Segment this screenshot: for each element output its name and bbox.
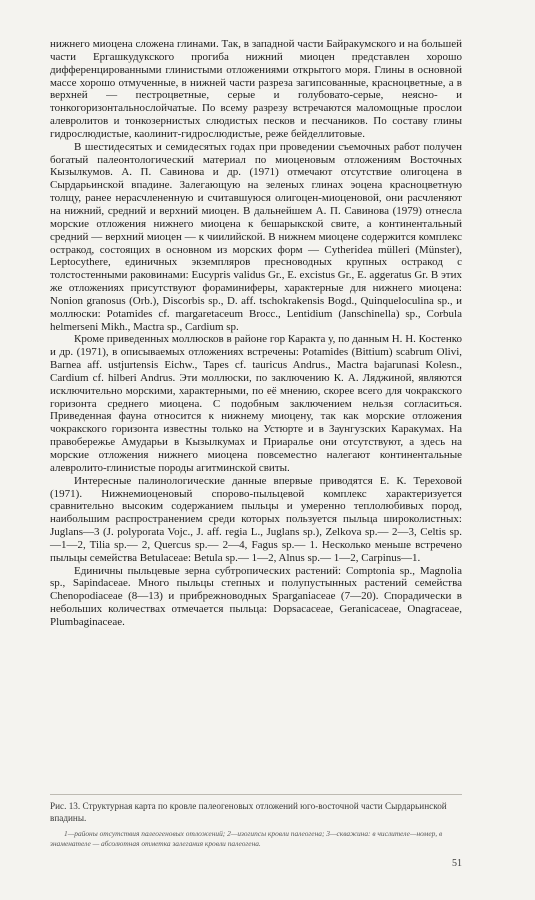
figure-caption: Рис. 13. Структурная карта по кровле палеогеновых отложений юго-восточной части Сырдарьинской впадины. <box>50 801 447 823</box>
caption-divider <box>50 794 462 795</box>
page-number: 51 <box>452 858 462 869</box>
figure-legend: 1—районы отсутствия палеогеновых отложений; 2—изогипсы кровли палеогена; 3—скважина: в числителе—номер, в знаменателе — абсолютная отметка залегания кровли палеогена. <box>50 829 443 848</box>
paragraph-5: Единичны пыльцевые зерна субтропических растений: Comptonia sp., Magnolia sp., Sapindaceae. Много пыльцы степных и полупустынных растений семейства Chenopodiaceae (8—13) и прибрежноводных Sparganiaceae (7—20). Спорадически в небольших количествах отмечается пыльца: Dopsacaceae, Geranicaceae, Onagraceae, Plumbaginaceae. <box>50 564 462 628</box>
body-text <box>50 38 462 629</box>
paragraph-1: нижнего миоцена сложена глинами. Так, в западной части Байракумского и на большей части Ергашкудукского прогиба нижний миоцен представлен хорошо дифференцированными глинистыми отложениями открытого моря. Глины в основной массе хорошо отмученные, в нижней части разреза загипсованные, красноцветные, а в верхней — пестроцветные, серые и голубовато-серые, неясно- и тонкогоризонтальнослойчатые. По всему разрезу встречаются маломощные прослои алевролитов и тонкозернистых слюдистых песков и песчаников. По составу глины гидрослюдистые, каолинит-гидрослюдистые, реже бейделлитовые. <box>50 38 462 140</box>
paragraph-2: В шестидесятых и семидесятых годах при проведении съемочных работ получен богатый палеонтологический материал по миоценовым отложениям Восточных Кызылкумов. А. П. Савинова и др. (1971) отмечают отсутствие олигоцена в Сырдарьинской впадине. Залегающую на зеленых глинах эоцена красноцветную толщу, ранее нерасчлененную и считавшуюся олигоцен-миоценовой, они расчленяют на нижний, средний и верхний миоцен. В дальнейшем А. П. Савинова (1979) отнесла морские отложения нижнего миоцена к бешарыкской свите, а континентальный средний — верхний миоцен — к чиилийской. В нижнем миоцене содержится комплекс остракод, состоящих в основном из морских форм — Cytheridea mülleri (Münster), Leptocythere, единичных экземпляров пресноводных крупных остракод с толстостенными раковинами: Eucypris validus Gr., E. excistus Gr., E. aggeratus Gr. В этих же отложениях присутствуют фораминиферы, характерные для нижнего миоцена: Nonion granosus (Orb.), Discorbis sp., D. aff. tschokrakensis Bogd., Quinqueloculina sp., и моллюски: Potamides cf. margaretaceum Brocc., Lentidium (Janschinella) sp., Corbula helmerseni Mikh., Mactra sp., Cardium sp. <box>50 140 462 333</box>
paragraph-3: Кроме приведенных моллюсков в районе гор Каракта у, по данным Н. Н. Костенко и др. (1971), в описываемых отложениях встречены: Potamides (Bittium) scabrum Olivi, Barnea aff. ustjurtensis Eichw., Tapes cf. tauricus Andrus., Mactra bajarunasi Kolesn., Cardium cf. hilberi Andrus. Эти моллюски, по заключению К. А. Ляджиной, являются исключительно морскими, характерными, по её мнению, скорее всего для чокракского горизонта среднего миоцена. С подобным заключением нельзя согласиться. Приведенная фауна относится к нижнему миоцену, так как морские отложения чокракского горизонта известны только на Устюрте и в Заунгузских Каракумах. На правобережье Амударьи в Кызылкумах и Приаралье они отсутствуют, а здесь на морские отложения нижнего миоцена повсеместно налегают континентальные алевролито-глинистые породы агитминской свиты. <box>50 333 462 474</box>
paragraph-4: Интересные палинологические данные впервые приводятся Е. К. Тереховой (1971). Нижнемиоценовый спорово-пыльцевой комплекс характеризуется сравнительно высоким содержанием пыльцы и умеренно теплолюбивых пород, наибольшим распространением среди которых пользуется пыльца широколистных: Juglans—3 (J. polyporata Vojc., J. aff. regia L., Juglans sp.), Zelkova sp.— 2—3, Celtis sp.—1—2, Tilia sp.— 2, Quercus sp.— 2—4, Fagus sp.— 1. Несколько меньше встречено пыльцы семейства Betulaceae: Betula sp.— 1—2, Alnus sp.— 1—2, Carpinus—1. <box>50 474 462 564</box>
